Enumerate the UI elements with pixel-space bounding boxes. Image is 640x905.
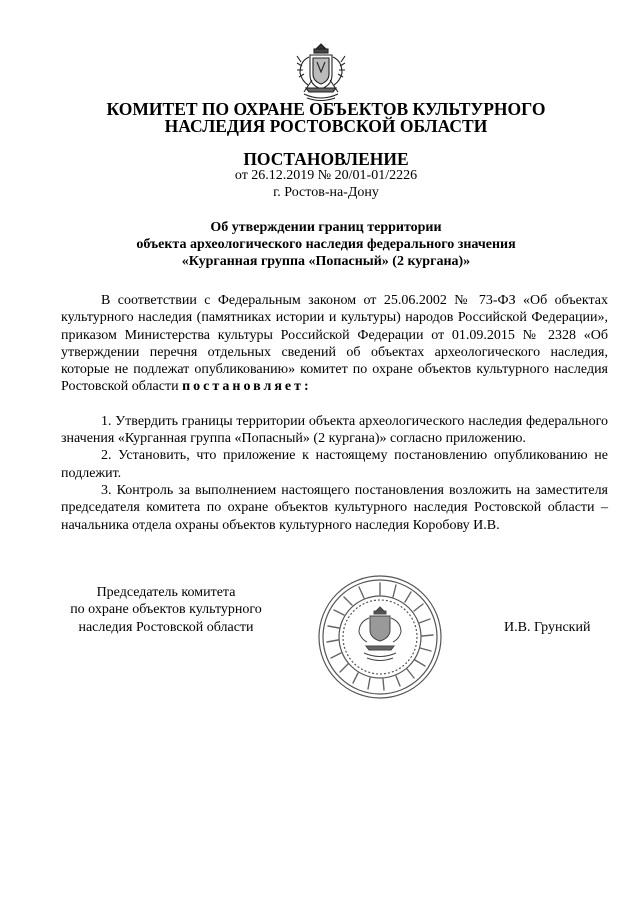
document-body <box>61 292 608 534</box>
date-number: от 26.12.2019 № 20/01-01/2226 <box>234 168 418 183</box>
committee-name <box>60 101 592 135</box>
document-type: ПОСТАНОВЛЕНИЕ <box>243 149 409 169</box>
document-subject <box>80 219 572 270</box>
committee-line: КОМИТЕТ ПО ОХРАНЕ ОБЪЕКТОВ КУЛЬТУРНОГО <box>106 99 546 119</box>
coat-of-arms-icon <box>292 40 350 104</box>
city: г. Ростов-на-Дону <box>273 185 379 200</box>
signatory-name: И.В. Грунский <box>504 620 591 635</box>
signatory-title <box>60 584 272 636</box>
signatory-title-line: по охране объектов культурного <box>70 602 262 618</box>
signatory-title-line: наследия Ростовской области <box>78 619 254 635</box>
document-meta <box>60 167 592 201</box>
committee-line: НАСЛЕДИЯ РОСТОВСКОЙ ОБЛАСТИ <box>164 116 488 136</box>
subject-line: «Курганная группа «Попасный» (2 кургана)» <box>181 254 471 269</box>
official-seal-icon <box>316 573 444 701</box>
preamble-text: В соответствии с Федеральным законом от 25.06.2002 № 73-ФЗ «Об объектах культурного наследия (памятниках истории и культуры) народов Российской Федерации», приказом Министерства культуры Российской Федерации от 01.09.2015 № 2328 «Об утверждении перечня отдельных сведений об объектах археологического наследия, которые не подлежат опубликованию» комитет по охране объектов культурного наследия Ростовской области <box>61 293 608 395</box>
subject-line: Об утверждении границ территории <box>210 220 442 235</box>
resolution-item: 3. Контроль за выполнением настоящего постановления возложить на заместителя председателя комитета по охране объектов культурного наследия Ростовской области – начальника отдела охраны объектов культурного наследия Коробову И.В. <box>61 482 608 533</box>
preamble-paragraph <box>61 292 608 396</box>
resolution-item: 1. Утвердить границы территории объекта археологического наследия федерального значения «Курганная группа «Попасный» (2 кургана)» согласно приложению. <box>61 413 608 447</box>
signatory-title-line: Председатель комитета <box>96 585 236 600</box>
subject-line: объекта археологического наследия федерального значения <box>136 237 516 252</box>
resolves-word: постановляет: <box>182 379 312 395</box>
resolution-item: 2. Установить, что приложение к настоящему постановлению опубликованию не подлежит. <box>61 448 608 481</box>
